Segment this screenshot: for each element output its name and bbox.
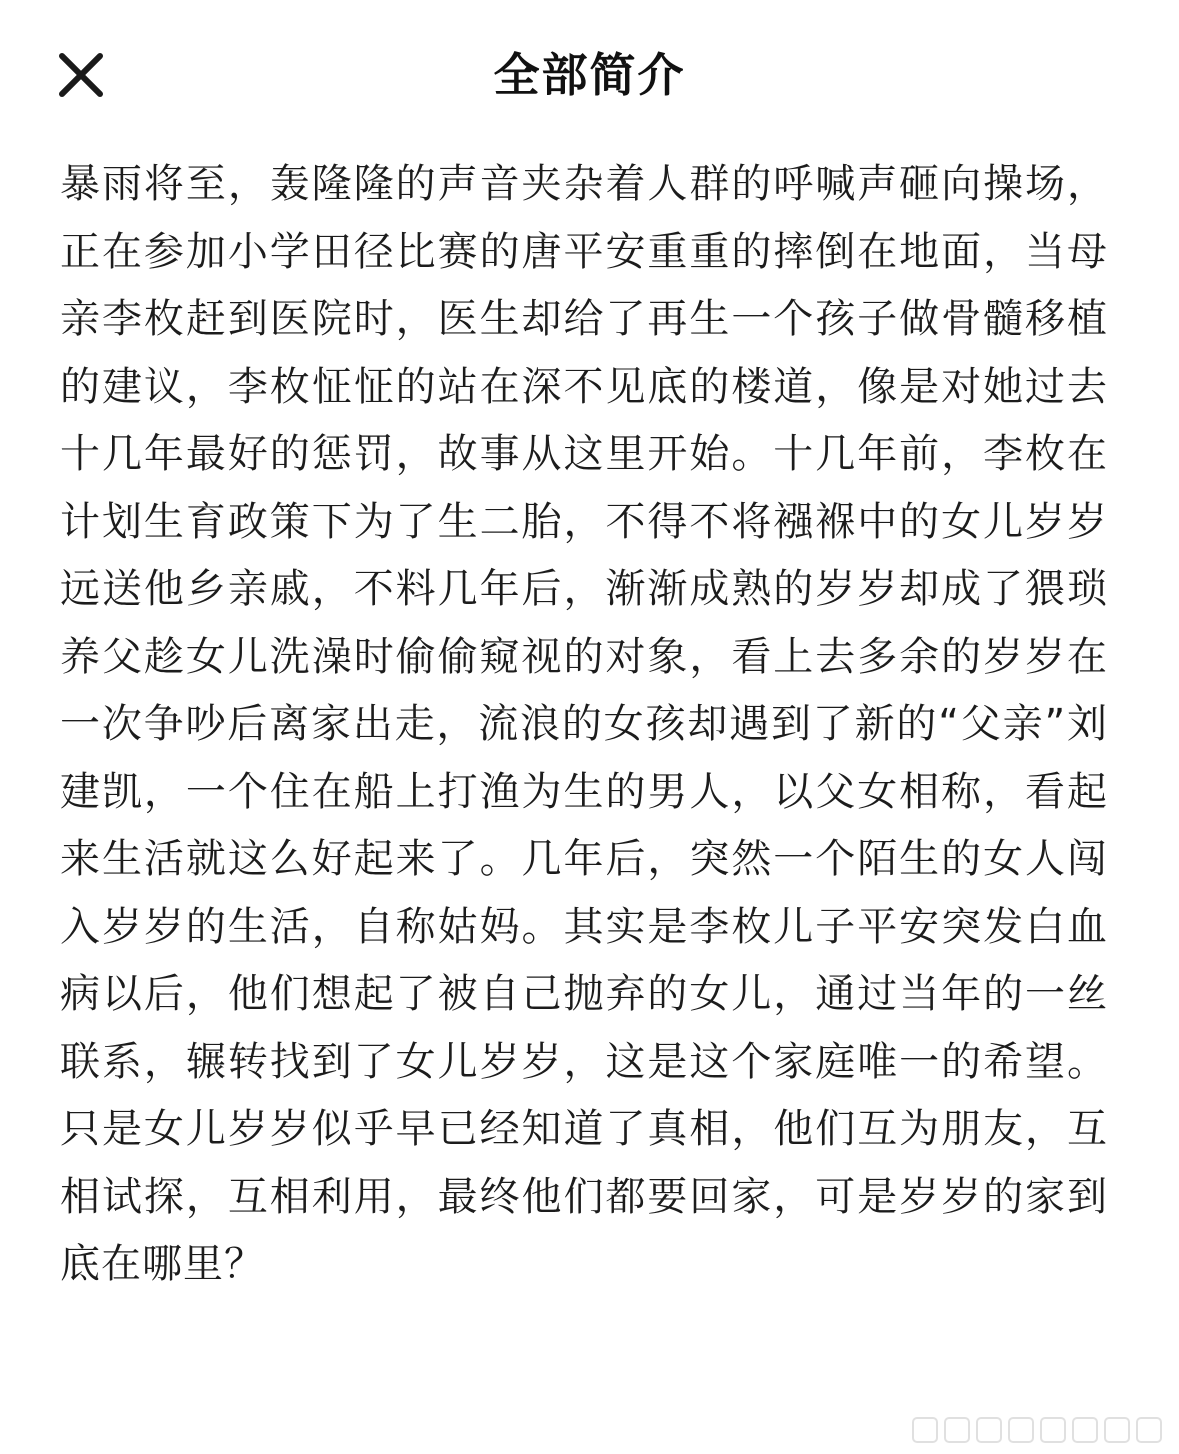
- watermark: [909, 1412, 1169, 1448]
- page-title: 全部简介: [493, 48, 686, 102]
- header-bar: [0, 0, 1179, 150]
- synopsis-text: 暴雨将至，轰隆隆的声音夹杂着人群的呼喊声砸向操场，正在参加小学田径比赛的唐平安重重的摔倒在地面，当母亲李枚赶到医院时，医生却给了再生一个孩子做骨髓移植的建议，李枚怔怔的站在深不见底的楼道，像是对她过去十几年最好的惩罚，故事从这里开始。十几年前，李枚在计划生育政策下为了生二胎，不得不将襁褓中的女儿岁岁远送他乡亲戚，不料几年后，渐渐成熟的岁岁却成了猥琐养父趁女儿洗澡时偷偷窥视的对象，看上去多余的岁岁在一次争吵后离家出走，流浪的女孩却遇到了新的“父亲”刘建凯，一个住在船上打渔为生的男人，以父女相称，看起来生活就这么好起来了。几年后，突然一个陌生的女人闯入岁岁的生活，自称姑妈。其实是李枚儿子平安突发白血病以后，他们想起了被自己抛弃的女儿，通过当年的一丝联系，辗转找到了女儿岁岁，这是这个家庭唯一的希望。只是女儿岁岁似乎早已经知道了真相，他们互为朋友，互相试探，互相利用，最终他们都要回家，可是岁岁的家到底在哪里？: [60, 161, 1108, 1287]
